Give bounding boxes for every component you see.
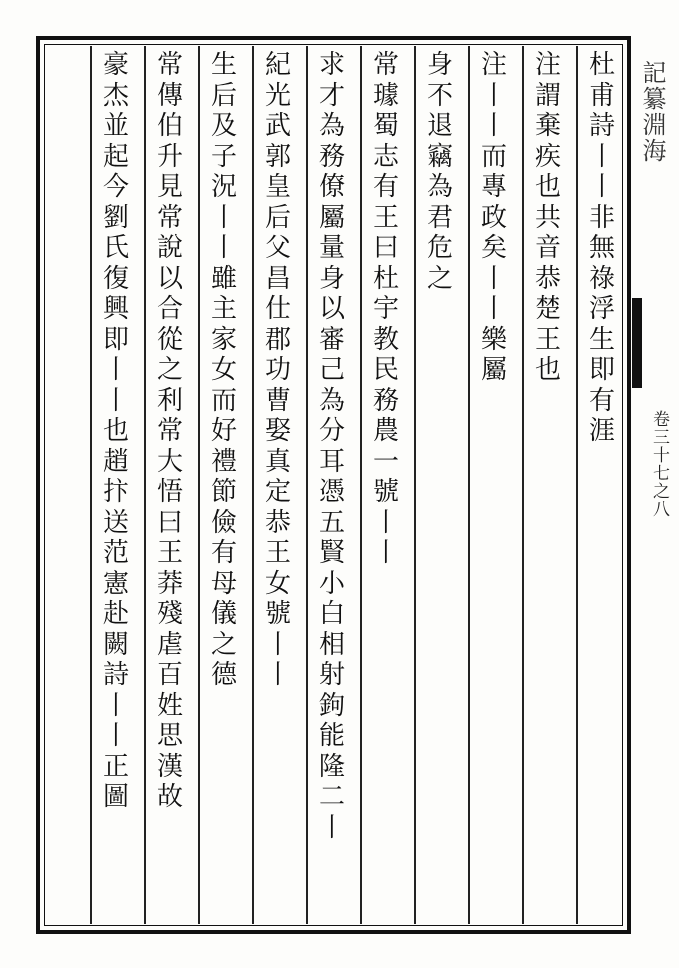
text-column-4: 身 不 退 竊 為 君 危 之 <box>426 50 453 294</box>
text-column-7: 紀 光 武 郭 皇 后 父 昌 仕 郡 功 曹 娶 真 定 恭 王 女 號 丨 丨 <box>264 50 291 690</box>
column-rule <box>306 46 308 924</box>
text-column-6: 求 才 為 務 僚 屬 量 身 以 審 己 為 分 耳 憑 五 賢 小 白 相 射 鉤 能 隆 二 丨 <box>318 50 345 843</box>
column-rule <box>522 46 524 924</box>
text-column-9: 常 傳 伯 升 見 常 說 以 合 從 之 利 常 大 悟 曰 王 莽 殘 虐 百 姓 思 漢 故 <box>156 50 183 812</box>
text-column-8: 生 后 及 子 況 丨 丨 雖 主 家 女 而 好 禮 節 儉 有 母 儀 之 德 <box>210 50 237 690</box>
column-rule <box>468 46 470 924</box>
column-rule <box>576 46 578 924</box>
margin-book-title: 記纂淵海 <box>638 60 666 164</box>
column-rule <box>144 46 146 924</box>
text-column-1: 杜 甫 詩 丨 丨 非 無 祿 浮 生 即 有 涯 <box>588 50 615 446</box>
text-column-2: 注 謂 棄 疾 也 共 音 恭 楚 王 也 <box>534 50 561 385</box>
fish-tail-mark <box>632 298 642 388</box>
text-column-5: 常 璩 蜀 志 有 王 曰 杜 宇 教 民 務 農 一 號 丨 丨 <box>372 50 399 568</box>
text-column-3: 注 丨 丨 而 專 政 矣 丨 丨 樂 屬 <box>480 50 507 385</box>
column-rule <box>414 46 416 924</box>
column-rule <box>252 46 254 924</box>
column-rule <box>90 46 92 924</box>
margin-volume-label: 卷三十七之八 <box>649 410 669 518</box>
column-rule <box>360 46 362 924</box>
column-rule <box>198 46 200 924</box>
text-column-10: 豪 杰 並 起 今 劉 氏 復 興 即 丨 丨 也 趙 抃 送 范 憲 赴 闕 詩 丨 丨 正 圖 <box>102 50 129 812</box>
